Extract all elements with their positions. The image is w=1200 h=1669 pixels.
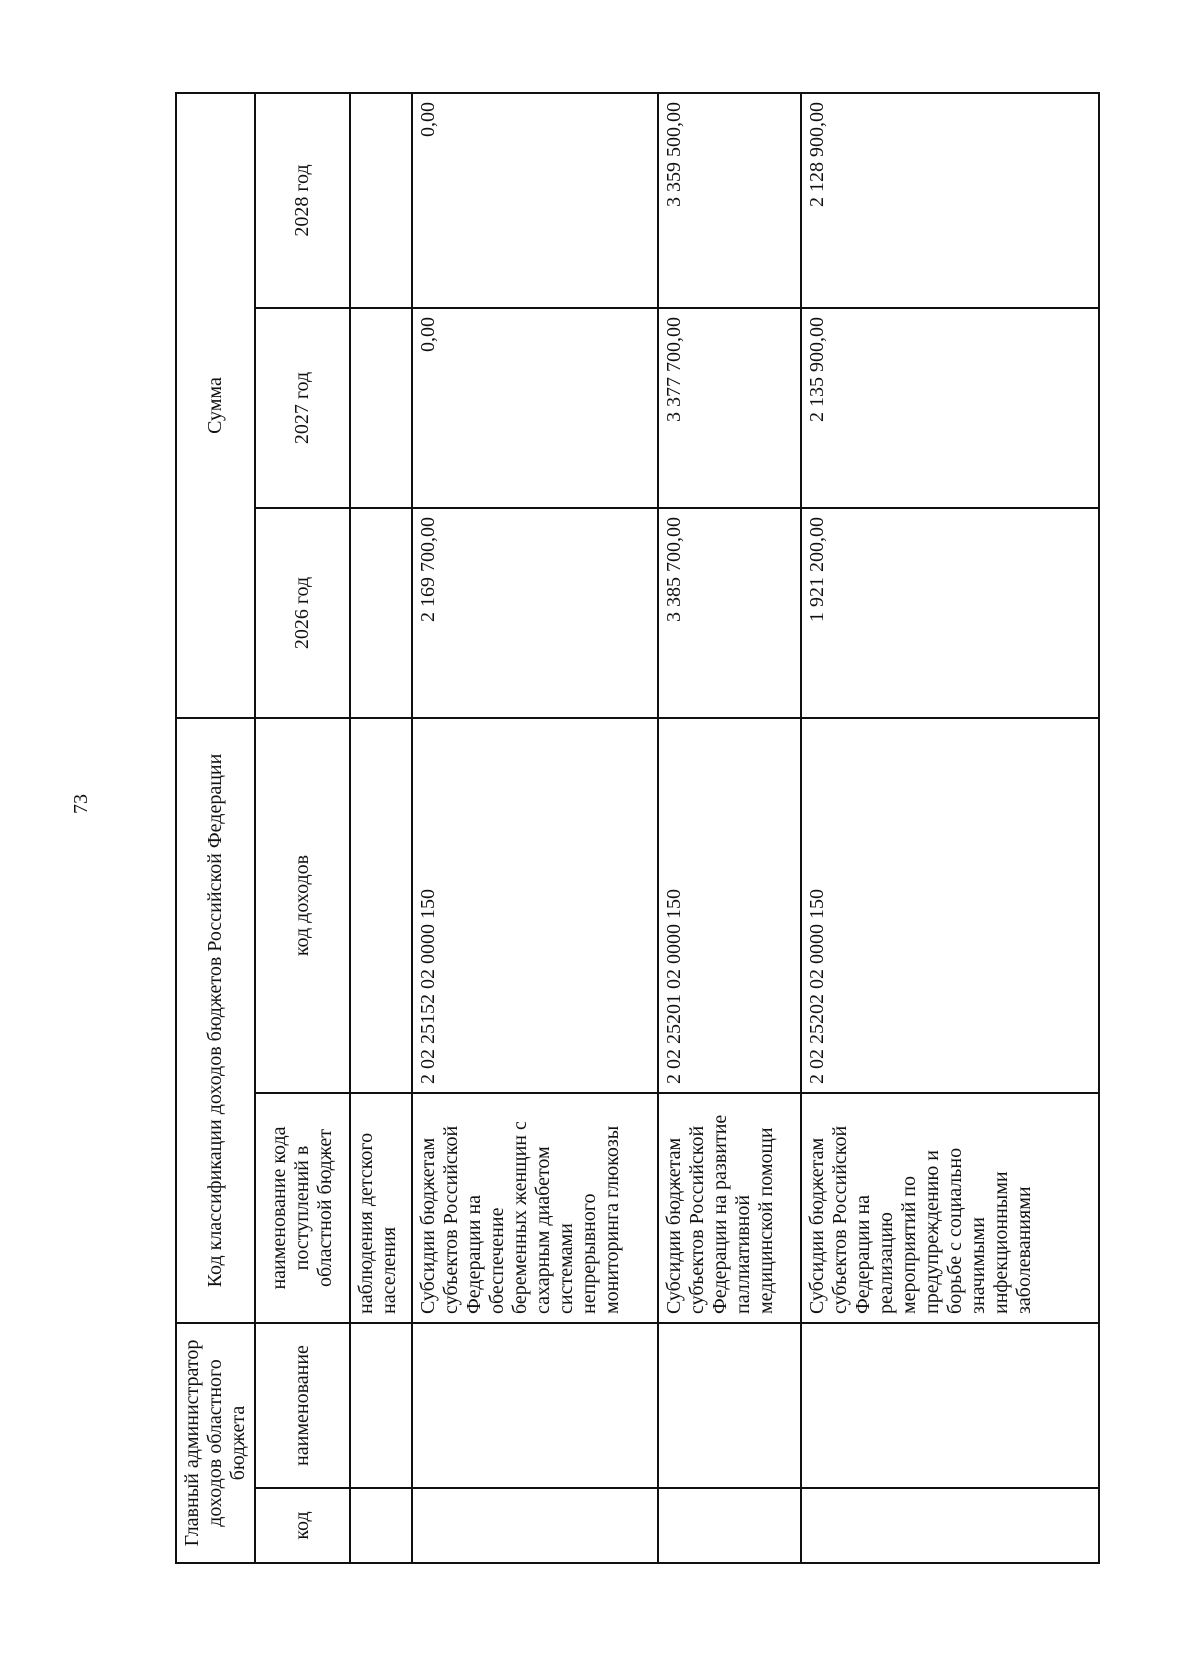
cell-2026: 1 921 200,00	[801, 508, 1099, 718]
header-admin-name: наименование	[255, 1323, 350, 1488]
cell-income-code	[350, 718, 412, 1093]
header-income-code: код доходов	[255, 718, 350, 1093]
header-row-groups	[176, 93, 255, 1563]
page-number: 73	[70, 794, 92, 814]
cell-2028	[350, 93, 412, 308]
cell-2026: 2 169 700,00	[412, 508, 658, 718]
header-year-2026: 2026 год	[255, 508, 350, 718]
cell-income-name: наблюдения детского населения	[350, 1093, 412, 1323]
cell-income-name: Субсидии бюджетам субъектов Российской Федерации на реализацию мероприятий по предупреждению и борьбе с социально значимыми инфекционными заболеваниями	[801, 1093, 1099, 1323]
cell-income-code: 2 02 25152 02 0000 150	[412, 718, 658, 1093]
cell-2028: 0,00	[412, 93, 658, 308]
cell-admin-name	[658, 1323, 802, 1488]
table-row	[658, 93, 802, 1563]
header-classification-group: Код классификации доходов бюджетов Российской Федерации	[176, 718, 255, 1323]
cell-admin-code	[801, 1488, 1099, 1563]
header-admin-group: Главный администратор доходов областного бюджета	[176, 1323, 255, 1563]
table-row	[801, 93, 1099, 1563]
cell-2026	[350, 508, 412, 718]
cell-2028: 3 359 500,00	[658, 93, 802, 308]
budget-income-table	[175, 92, 1100, 1564]
cell-admin-code	[412, 1488, 658, 1563]
header-row-columns	[255, 93, 350, 1563]
cell-income-code: 2 02 25202 02 0000 150	[801, 718, 1099, 1093]
header-admin-code: код	[255, 1488, 350, 1563]
cell-income-name: Субсидии бюджетам субъектов Российской Федерации на развитие паллиативной медицинской помощи	[658, 1093, 802, 1323]
cell-2027: 2 135 900,00	[801, 308, 1099, 508]
cell-2026: 3 385 700,00	[658, 508, 802, 718]
cell-2028: 2 128 900,00	[801, 93, 1099, 308]
cell-admin-code	[658, 1488, 802, 1563]
budget-table-container	[175, 94, 1100, 1564]
header-year-2028: 2028 год	[255, 93, 350, 308]
cell-admin-name	[801, 1323, 1099, 1488]
cell-admin-code	[350, 1488, 412, 1563]
header-year-2027: 2027 год	[255, 308, 350, 508]
header-income-name: наименование кода поступлений в областной бюджет	[255, 1093, 350, 1323]
cell-2027: 3 377 700,00	[658, 308, 802, 508]
table-row	[350, 93, 412, 1563]
cell-income-name: Субсидии бюджетам субъектов Российской Федерации на обеспечение беременных женщин с сахарным диабетом системами непрерывного мониторинга глюкозы	[412, 1093, 658, 1323]
cell-admin-name	[412, 1323, 658, 1488]
header-sum-group: Сумма	[176, 93, 255, 718]
cell-2027: 0,00	[412, 308, 658, 508]
cell-income-code: 2 02 25201 02 0000 150	[658, 718, 802, 1093]
table-row	[412, 93, 658, 1563]
cell-2027	[350, 308, 412, 508]
cell-admin-name	[350, 1323, 412, 1488]
